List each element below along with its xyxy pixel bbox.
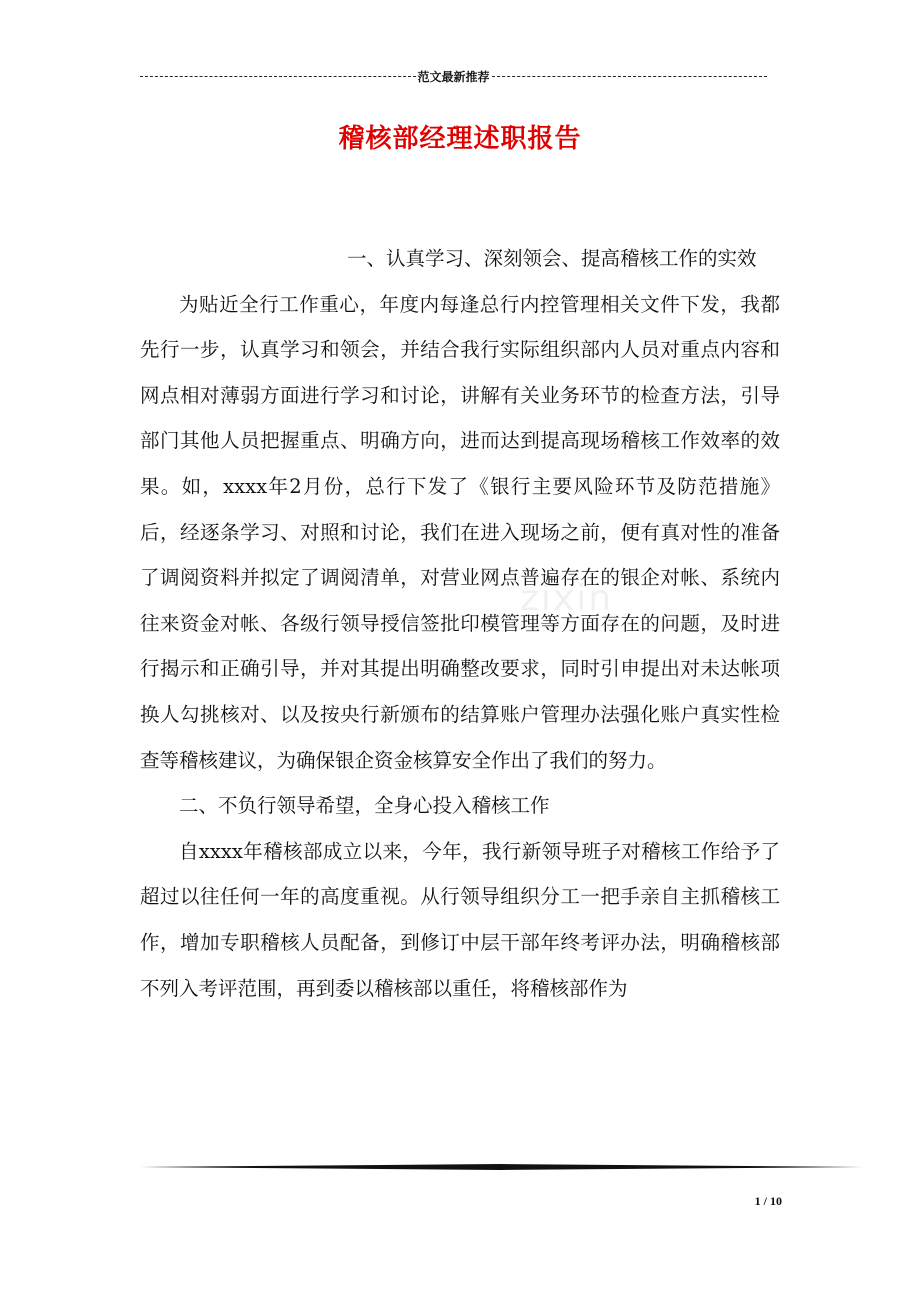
footer-rule xyxy=(140,1164,863,1170)
section-heading-1: 一、认真学习、深刻领会、提高稽核工作的实效 xyxy=(347,247,757,270)
header-dash-left xyxy=(140,76,416,77)
document-body xyxy=(140,236,780,1011)
body-paragraph-1: 为贴近全行工作重心，年度内每逢总行内控管理相关文件下发，我都先行一步，认真学习和领会，并结合我行实际组织部内人员对重点内容和网点相对薄弱方面进行学习和讨论，讲解有关业务环节的检查方法，引导部门其他人员把握重点、明确方向，进而达到提高现场稽核工作效率的效果。如，xxxx年2月份，总行下发了《银行主要风险环节及防范措施》后，经逐条学习、对照和讨论，我们在进入现场之前，便有真对性的准备了调阅资料并拟定了调阅清单，对营业网点普遍存在的银企对帐、系统内往来资金对帐、各级行领导授信签批印模管理等方面存在的问题，及时进行揭示和正确引导，并对其提出明确整改要求，同时引申提出对未达帐项换人勾挑核对、以及按央行新颁布的结算账户管理办法强化账户真实性检查等稽核建议，为确保银企资金核算安全作出了我们的努力。 xyxy=(140,292,780,772)
section-heading-2: 二、不负行领导希望，全身心投入稽核工作 xyxy=(179,794,550,818)
watermark: zixin xyxy=(520,578,614,619)
header-label: 范文最新推荐 xyxy=(417,69,490,84)
body-paragraph-2: 自xxxx年稽核部成立以来，今年，我行新领导班子对稽核工作给予了超过以往任何一年的高度重视。从行领导组织分工一把手亲自主抓稽核工作，增加专职稽核人员配备，到修订中层干部年终考评办法，明确稽核部不列入考评范围，再到委以稽核部以重任，将稽核部作为 xyxy=(140,839,780,1000)
header-dash-right xyxy=(492,76,768,77)
document-title: 稽核部经理述职报告 xyxy=(338,124,582,154)
page-number: 1 / 10 xyxy=(754,1194,782,1208)
page-header xyxy=(140,66,767,86)
